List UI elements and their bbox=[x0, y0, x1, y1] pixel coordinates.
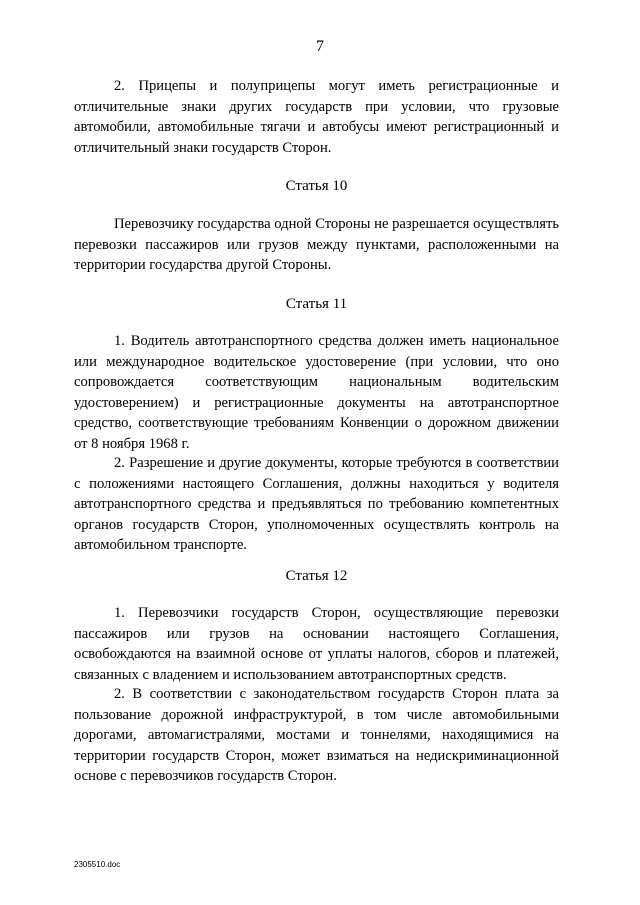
paragraph-article-11-1: 1. Водитель автотранспортного средства должен иметь национальное или международное водительское удостоверение (при условии, что оно сопровождается соответствующим национальным водительским удостоверением) и регистрационные документы на автотранспортное средство, соответствующие требованиям Конвенции о дорожном движении от 8 ноября 1968 г. bbox=[74, 333, 559, 452]
heading-article-10: Статья 10 bbox=[285, 178, 348, 194]
paragraph-article-12-2: 2. В соответствии с законодательством государств Сторон плата за пользование дорожной инфраструктурой, в том числе автомобильными дорогами, автомагистралями, мостами и тоннелями, находящимися на территории государств Сторон, может взиматься на недискриминационной основе с перевозчиков государств Сторон. bbox=[74, 686, 559, 784]
paragraph-trailers: 2. Прицепы и полуприцепы могут иметь регистрационные и отличительные знаки других государств при условии, что грузовые автомобили, автомобильные тягачи и автобусы имеют регистрационный и отличительный знаки государств Сторон. bbox=[74, 78, 559, 156]
page-number: 7 bbox=[316, 38, 324, 55]
heading-article-12: Статья 12 bbox=[285, 568, 348, 584]
paragraph-article-12-1: 1. Перевозчики государств Сторон, осуществляющие перевозки пассажиров или грузов на основании настоящего Соглашения, освобождаются на взаимной основе от уплаты налогов, сборов и платежей, связанных с владением и использованием автотранспортных средств. bbox=[74, 605, 559, 683]
file-name-footer: 2305510.doc bbox=[74, 860, 121, 869]
paragraph-article-10: Перевозчику государства одной Стороны не разрешается осуществлять перевозки пассажиров или грузов между пунктами, расположенными на территории государства другой Стороны. bbox=[74, 216, 559, 273]
heading-article-11: Статья 11 bbox=[285, 296, 348, 312]
paragraph-article-11-2: 2. Разрешение и другие документы, которые требуются в соответствии с положениями настоящего Соглашения, должны находиться у водителя автотранспортного средства и предъявляться по требованию компетентных органов государств Сторон, уполномоченных осуществлять контроль на автомобильном транспорте. bbox=[74, 455, 559, 553]
